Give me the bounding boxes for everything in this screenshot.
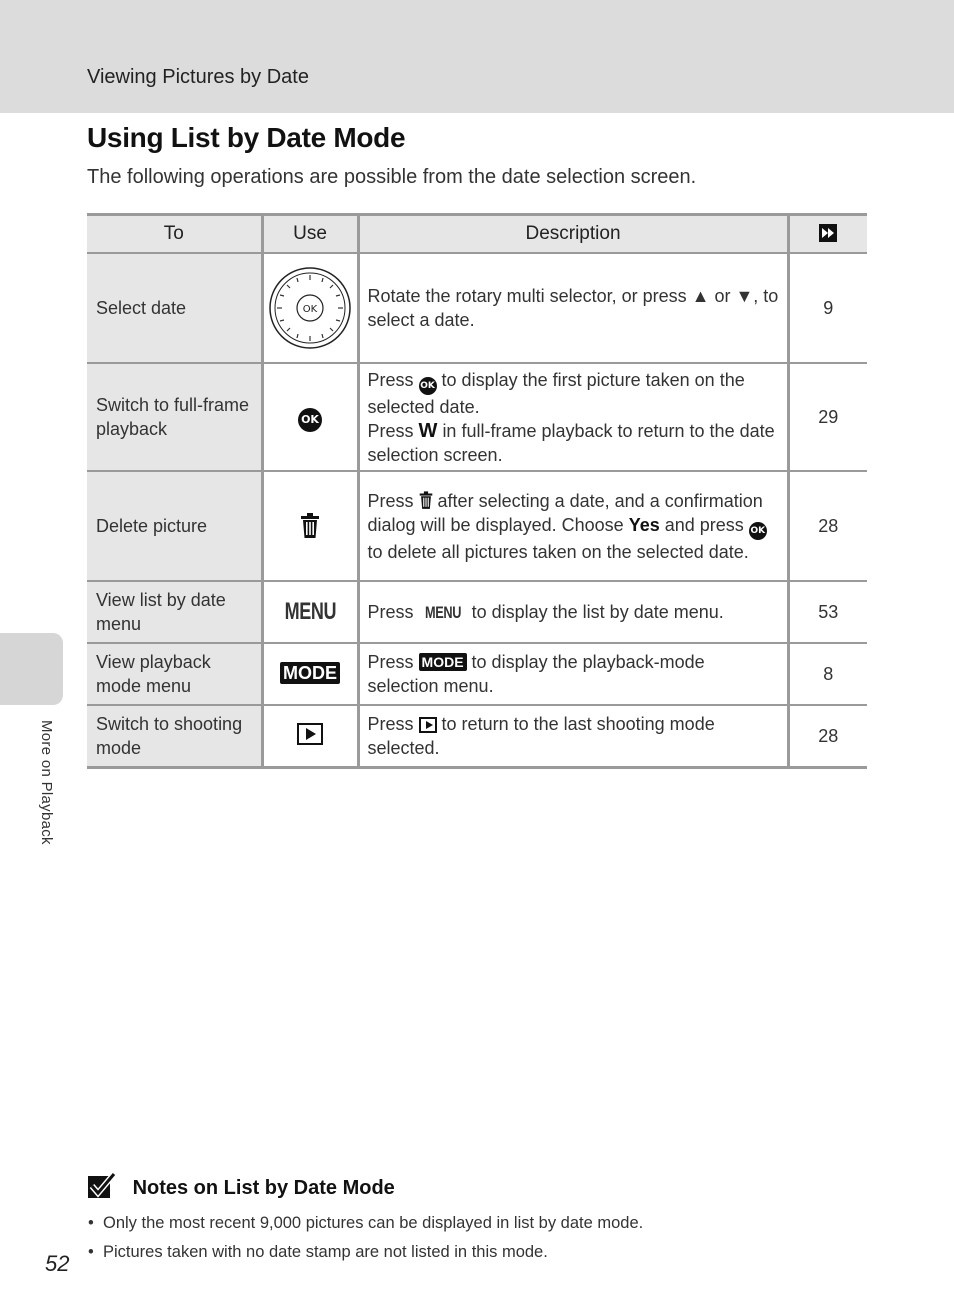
mode-button-icon: MODE	[280, 662, 340, 684]
table-row	[87, 363, 867, 471]
menu-button-icon: MENU	[424, 602, 461, 622]
row-use	[262, 363, 358, 471]
row-description: Press after selecting a date, and a confirmation dialog will be displayed. Choose Yes and press OK to delete all pictures taken on the selected date.	[358, 471, 788, 581]
ok-button-icon: OK	[419, 377, 437, 395]
row-description: Rotate the rotary multi selector, or press ▲ or ▼, to select a date.	[358, 253, 788, 363]
table-row	[87, 253, 867, 363]
mode-button-icon: MODE	[419, 653, 467, 671]
header-description: Description	[358, 215, 788, 254]
row-to: Select date	[87, 253, 262, 363]
menu-button-icon: MENU	[284, 597, 336, 625]
rotary-multi-selector-icon	[268, 266, 352, 350]
header-to: To	[87, 215, 262, 254]
row-reference: 8	[788, 643, 867, 705]
row-description: Press MODE to display the playback-mode selection menu.	[358, 643, 788, 705]
table-row	[87, 471, 867, 581]
notes-title: Notes on List by Date Mode	[132, 1177, 395, 1199]
row-to: Switch to full-frame playback	[87, 363, 262, 471]
ok-button-icon: OK	[749, 522, 767, 540]
row-description: Press to return to the last shooting mode selected.	[358, 705, 788, 767]
row-to: View playback mode menu	[87, 643, 262, 705]
notes-heading	[87, 1172, 395, 1200]
page-title: Using List by Date Mode	[87, 122, 406, 153]
row-use	[262, 471, 358, 581]
section-title: Viewing Pictures by Date	[87, 66, 309, 88]
row-reference: 9	[788, 253, 867, 363]
row-use	[262, 253, 358, 363]
header-use: Use	[262, 215, 358, 254]
side-tab-label: More on Playback	[38, 720, 55, 845]
table-row	[87, 643, 867, 705]
table-row	[87, 705, 867, 767]
row-description	[358, 363, 788, 471]
table-row	[87, 581, 867, 643]
header-band	[0, 0, 954, 113]
header-reference	[788, 215, 867, 254]
row-use	[262, 643, 358, 705]
trash-icon	[419, 491, 433, 510]
row-use	[262, 581, 358, 643]
row-description: Press MENU to display the list by date menu.	[358, 581, 788, 643]
row-reference: 29	[788, 363, 867, 471]
operations-table	[87, 213, 867, 769]
notes-list	[87, 1210, 643, 1268]
row-reference: 28	[788, 471, 867, 581]
row-reference: 28	[788, 705, 867, 767]
description-line: Press OK to display the first picture taken on the selected date.	[367, 369, 745, 417]
list-item: • Pictures taken with no date stamp are not listed in this mode.	[87, 1239, 643, 1268]
row-reference: 53	[788, 581, 867, 643]
description-line: Press W in full-frame playback to return to the date selection screen.	[367, 419, 775, 465]
list-item: • Only the most recent 9,000 pictures can be displayed in list by date mode.	[87, 1210, 643, 1239]
zoom-out-w-icon: W	[418, 419, 438, 442]
row-to: Switch to shooting mode	[87, 705, 262, 767]
intro-text: The following operations are possible from the date selection screen.	[87, 166, 697, 188]
table-header-row	[87, 215, 867, 254]
check-icon	[87, 1172, 117, 1200]
playback-button-icon	[297, 723, 323, 745]
yes-option: Yes	[628, 514, 660, 535]
reference-page-icon	[818, 223, 838, 243]
page-number: 52	[45, 1251, 70, 1276]
side-tab	[0, 633, 63, 705]
row-use	[262, 705, 358, 767]
row-to: Delete picture	[87, 471, 262, 581]
row-to: View list by date menu	[87, 581, 262, 643]
ok-button-icon: OK	[298, 408, 322, 432]
playback-button-icon	[419, 717, 437, 733]
trash-icon	[300, 513, 320, 539]
ok-label: OK	[302, 304, 318, 315]
